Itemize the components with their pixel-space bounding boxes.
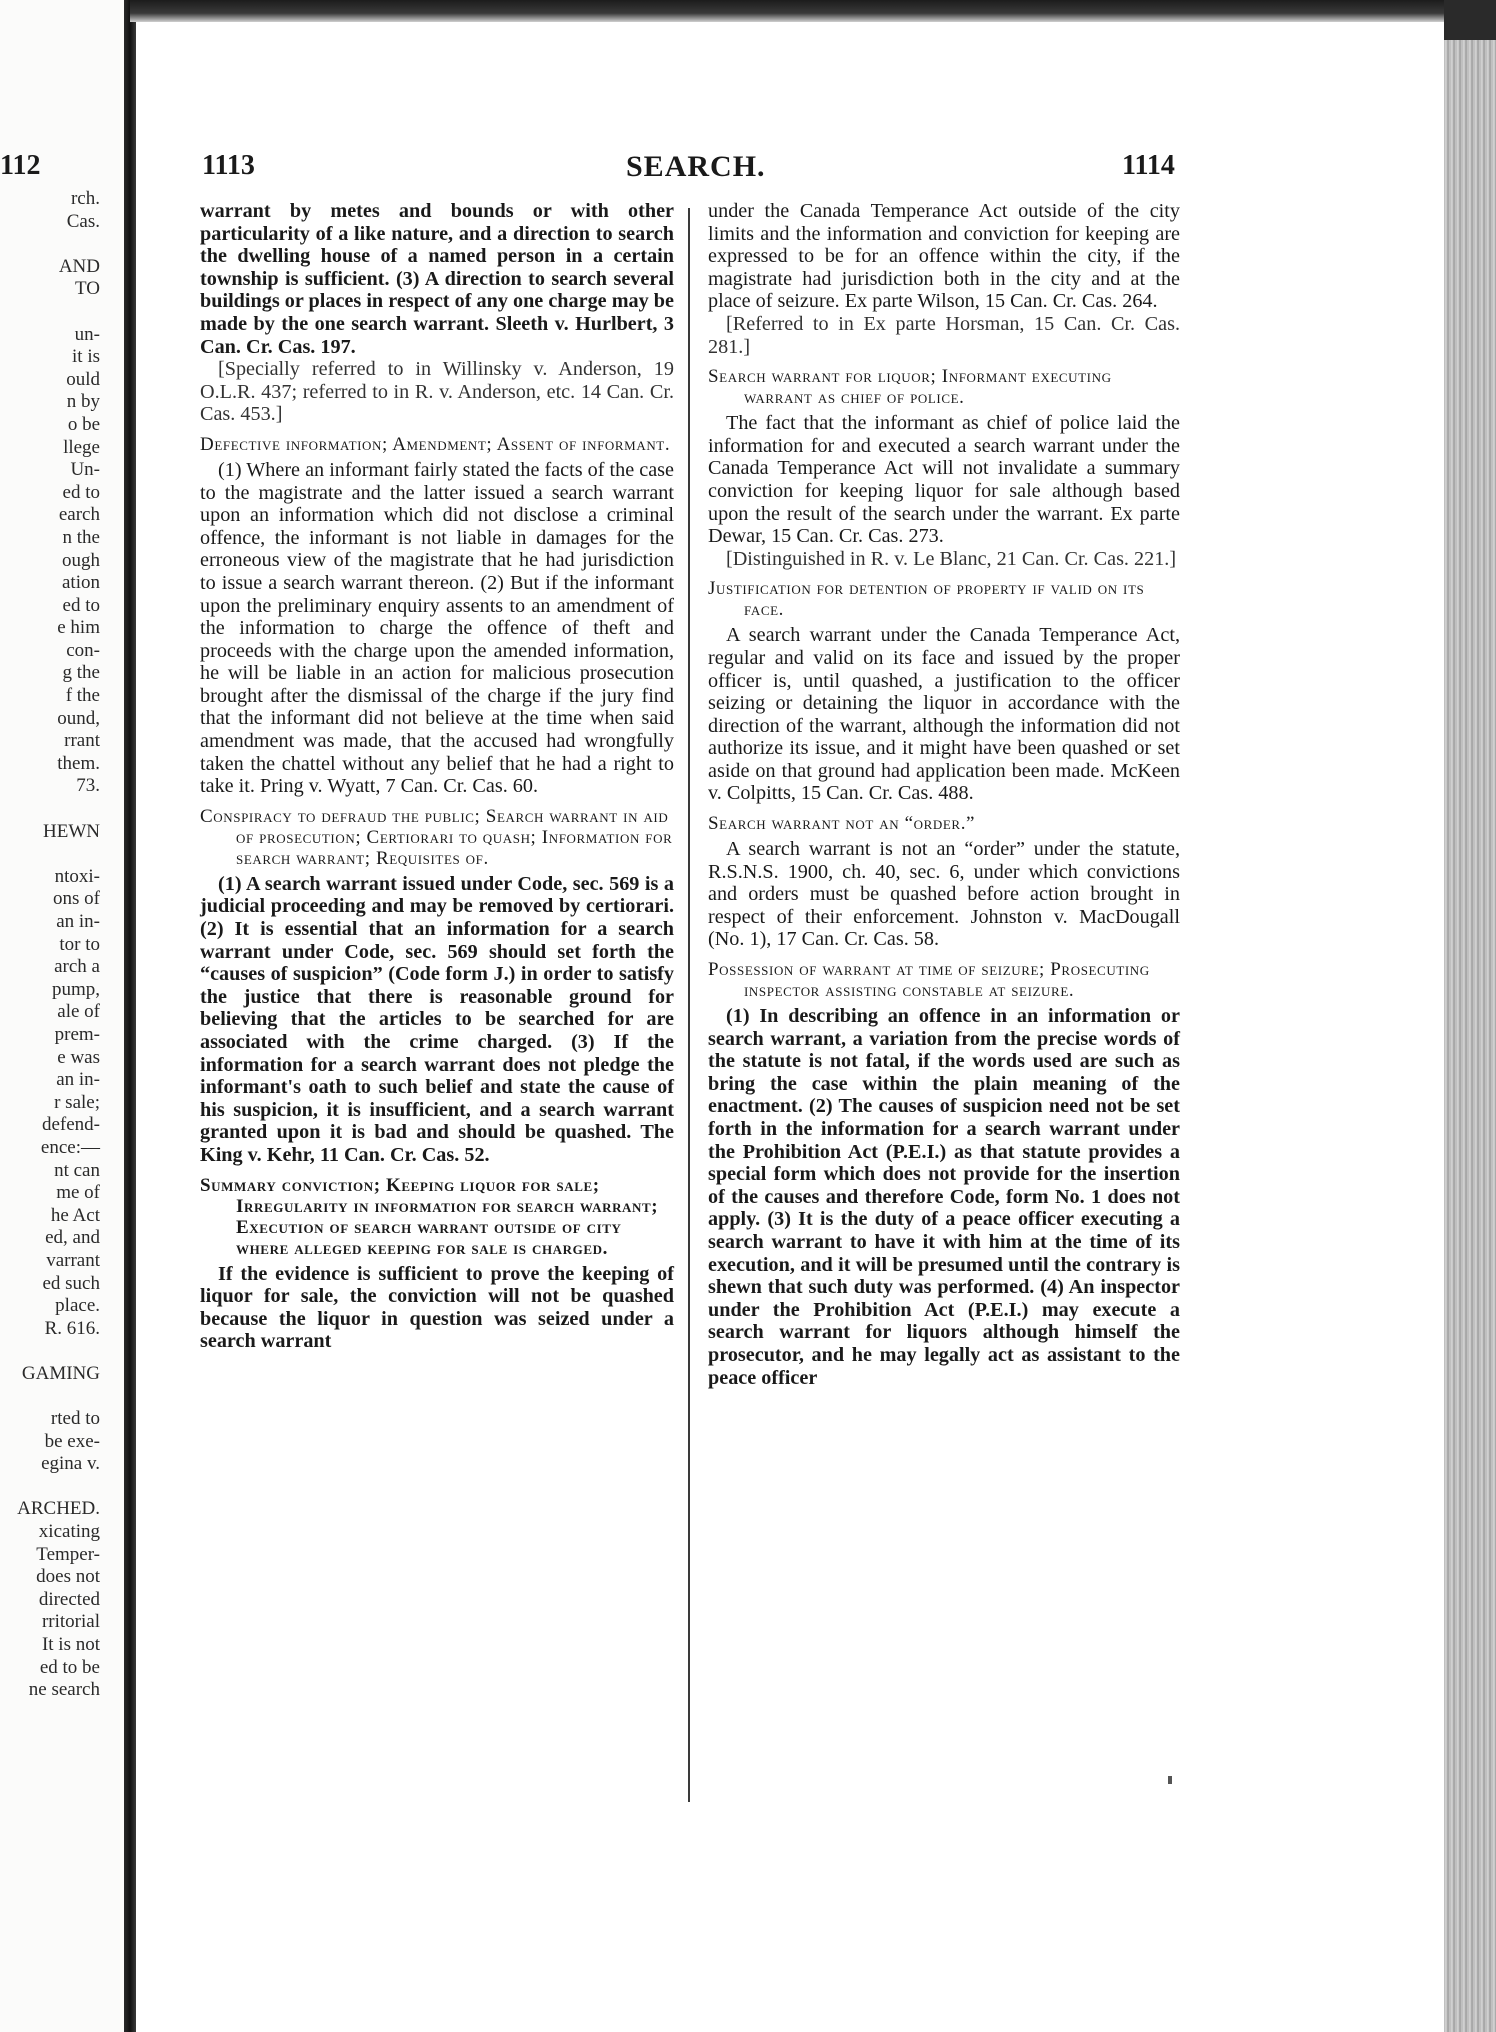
page-stack-edge <box>1444 40 1496 2032</box>
scan-top-edge <box>130 0 1460 22</box>
right-page-number: 1114 <box>1122 150 1175 181</box>
section-heading: Search warrant for liquor; Informant executing warrant as chief of police. <box>708 366 1112 409</box>
previous-page-number: 112 <box>0 150 41 181</box>
previous-page-margin <box>0 0 128 2032</box>
ink-speck <box>1168 1776 1172 1784</box>
column-divider <box>688 208 690 1802</box>
right-column <box>708 200 1180 1389</box>
section-heading: Conspiracy to defraud the public; Search warrant in aid of prosecution; Certiorari to quash; Information for search warrant; Requisites of. <box>200 805 673 869</box>
reference-note: [Distinguished in R. v. Le Blanc, 21 Can. Cr. Cas. 221.] <box>726 547 1177 570</box>
paragraph: A search warrant under the Canada Temperance Act, regular and valid on its face and issued by the proper officer is, until quashed, a justification to the officer seizing or detaining the liquor in accordance with the direction of the warrant, although the information did not authorize its issue, and it might have been quashed or set aside on that ground had application been made. McKeen v. Colpitts, 15 Can. Cr. Cas. 488. <box>708 624 1180 805</box>
paragraph: (1) In describing an offence in an information or search warrant, a variation from the precise words of the statute is not fatal, if the words used are such as bring the case within the plain meaning of the enactment. (2) The causes of suspicion need not be set forth in the information for a search warrant under the Prohibition Act (P.E.I.) as that statute provides a special form which does not provide for the insertion of the causes and therefore Code, form No. 1 does not apply. (3) It is the duty of a peace officer executing a search warrant to have it with him at the time of its execution, and it will be presumed until the contrary is shewn that such duty was performed. (4) An inspector under the Prohibition Act (P.E.I.) may execute a search warrant for liquors although himself the prosecutor, and he may legally act as assistant to the peace officer <box>708 1005 1180 1389</box>
paragraph: A search warrant is not an “order” under the statute, R.S.N.S. 1900, ch. 40, sec. 6, under which convictions and orders must be quashed before action brought in respect of their enforcement. Johnston v. MacDougall (No. 1), 17 Can. Cr. Cas. 58. <box>708 838 1180 951</box>
previous-page-text-fragments: rch. Cas. AND TO un- it is ould n by o be llege Un- ed to earch n the ough ation ed to e him con- g the f the ound, rrant them. 73. HEWN ntoxi- ons of an in- tor to arch a pump, ale of prem- e was an in- r sale; defend- ence:— nt can me of he Act ed, and varrant ed such place. R. 616. GAMING rted to be exe- egina v. ARCHED. xicating Temper- does not directed rritorial It is not ed to be ne search <box>17 188 100 1701</box>
section-heading: Possession of warrant at time of seizure; Prosecuting inspector assisting constable at seizure. <box>708 959 1150 1002</box>
section-heading: Justification for detention of property if valid on its face. <box>708 578 1145 621</box>
reference-note: [Specially referred to in Willinsky v. Anderson, 19 O.L.R. 437; referred to in R. v. Anderson, etc. 14 Can. Cr. Cas. 453.] <box>200 358 674 426</box>
paragraph: (1) Where an informant fairly stated the facts of the case to the magistrate and the latter issued a search warrant upon an information which did not disclose a criminal offence, the informant is not liable in damages for the erroneous view of the magistrate that he had jurisdiction to issue a search warrant thereon. (2) But if the informant upon the preliminary enquiry assents to an amendment of the information to charge the offence of theft and proceeds with the charge upon the amended information, he will be liable in an action for malicious prosecution brought after the dismissal of the charge if the jury find that the informant did not believe at the time when said amendment was made, that the accused had wrongfully taken the chattel without any belief that he had a right to take it. Pring v. Wyatt, 7 Can. Cr. Cas. 60. <box>200 458 674 798</box>
section-heading: Search warrant not an “order.” <box>708 813 976 835</box>
reference-note: [Referred to in Ex parte Horsman, 15 Can. Cr. Cas. 281.] <box>708 312 1180 358</box>
left-column <box>200 200 674 1353</box>
paragraph: If the evidence is sufficient to prove the keeping of liquor for sale, the conviction will not be quashed because the liquor in question was seized under a search warrant <box>200 1262 674 1353</box>
left-page-number: 1113 <box>202 150 255 181</box>
book-gutter <box>124 0 136 2032</box>
section-heading: Defective information; Amendment; Assent of informant. <box>200 433 671 455</box>
paragraph: The fact that the informant as chief of police laid the information for and executed a search warrant under the Canada Temperance Act will not invalidate a summary conviction for keeping liquor for sale although based upon the result of the search under the warrant. Ex parte Dewar, 15 Can. Cr. Cas. 273. <box>708 412 1180 548</box>
paragraph: under the Canada Temperance Act outside of the city limits and the information and conviction for keeping are expressed to be for an offence within the city, if the magistrate had jurisdiction both in the city and at the place of seizure. Ex parte Wilson, 15 Can. Cr. Cas. 264. <box>708 200 1180 313</box>
page-edge-top <box>1444 0 1496 40</box>
paragraph: warrant by metes and bounds or with other particularity of a like nature, and a direction to search the dwelling house of a named person in a certain township is sufficient. (3) A direction to search several buildings or places in respect of any one charge may be made by the one search warrant. Sleeth v. Hurlbert, 3 Can. Cr. Cas. 197. <box>200 200 674 358</box>
running-title: SEARCH. <box>626 150 766 183</box>
paragraph: (1) A search warrant issued under Code, sec. 569 is a judicial proceeding and may be removed by certiorari. (2) It is essential that an information for a search warrant under Code, sec. 569 should set forth the “causes of suspicion” (Code form J.) in order to satisfy the justice that there is reasonable ground for believing that the articles to be searched for are associated with the crime charged. (3) If the information for a search warrant does not pledge the informant's oath to such belief and state the cause of his suspicion, it is insufficient, and a search warrant granted upon it is bad and should be quashed. The King v. Kehr, 11 Can. Cr. Cas. 52. <box>200 872 674 1166</box>
section-heading: Summary conviction; Keeping liquor for sale; Irregularity in information for search warrant; Execution of search warrant outside of city where alleged keeping for sale is charged. <box>200 1174 659 1259</box>
